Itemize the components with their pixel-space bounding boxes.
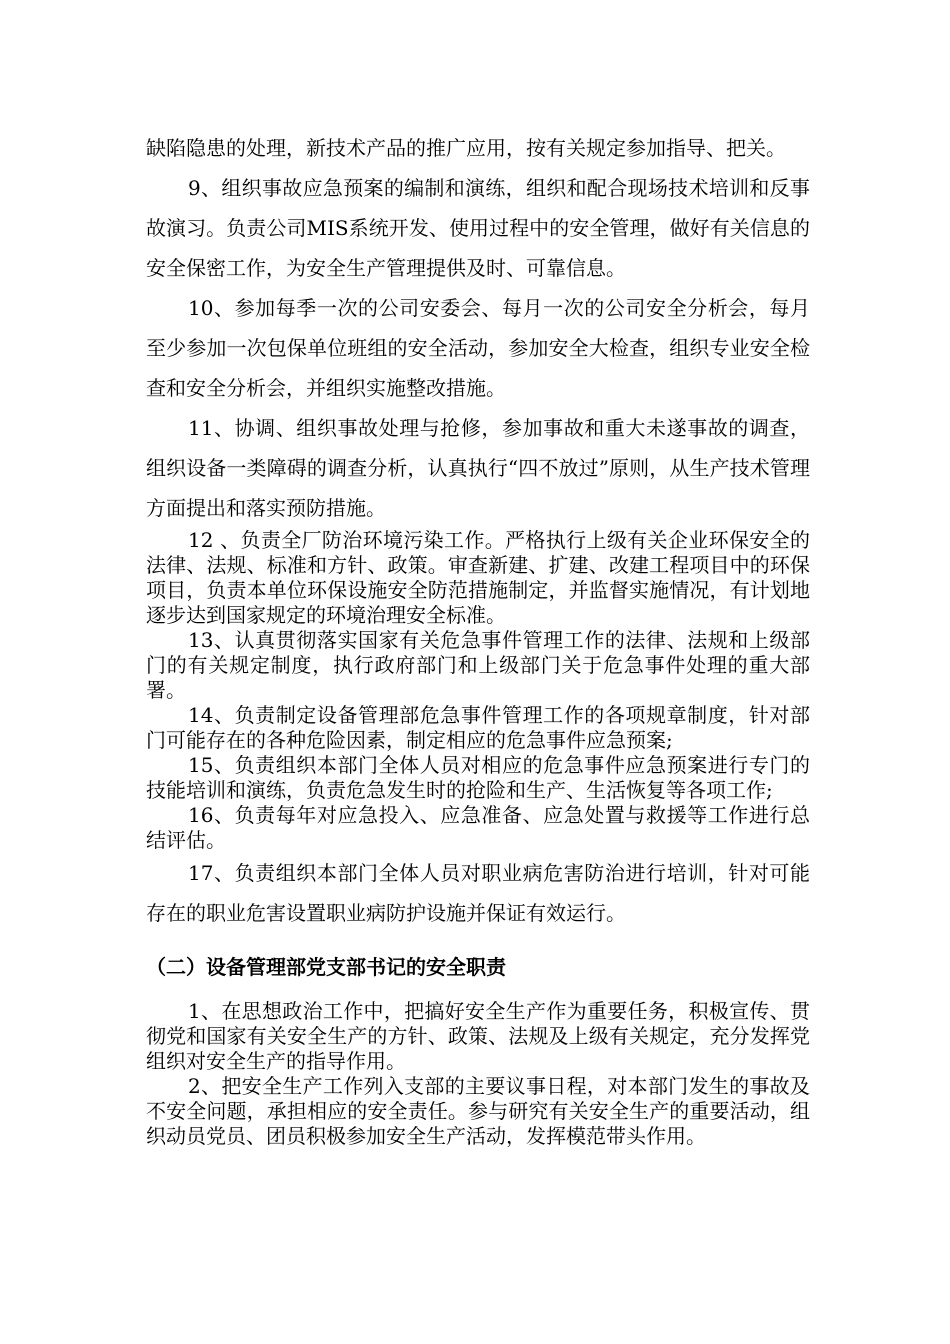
paragraph-secretary-1: 1、在思想政治工作中，把搞好安全生产作为重要任务，积极宣传、贯彻党和国家有关安全生产的方针、政策、法规及上级有关规定，充分发挥党组织对安全生产的指导作用。 [146,999,810,1073]
paragraph-item-10: 10、参加每季一次的公司安委会、每月一次的公司安全分析会，每月至少参加一次包保单位班组的安全活动，参加安全大检查，组织专业安全检查和安全分析会，并组织实施整改措施。 [146,296,810,400]
paragraph-item-11: 11、协调、组织事故处理与抢修，参加事故和重大未遂事故的调查，组织设备一类障碍的调查分析，认真执行“四不放过”原则，从生产技术管理方面提出和落实预防措施。 [146,416,810,520]
paragraph-item-17: 17、负责组织本部门全体人员对职业病危害防治进行培训，针对可能存在的职业危害设置职业病防护设施并保证有效运行。 [146,861,810,925]
document-page [146,128,810,1149]
paragraph-item-12: 12 、负责全厂防治环境污染工作。严格执行上级有关企业环保安全的法律、法规、标准和方针、政策。审查新建、扩建、改建工程项目中的环保项目，负责本单位环保设施安全防范措施制定，并监督实施情况，有计划地逐步达到国家规定的环境治理安全标准。 [146,528,810,627]
section-heading: （二）设备管理部党支部书记的安全职责 [146,955,506,979]
paragraph-item-16: 16、负责每年对应急投入、应急准备、应急处置与救援等工作进行总结评估。 [146,803,810,852]
paragraph-item-15: 15、负责组织本部门全体人员对相应的危急事件应急预案进行专门的技能培训和演练，负责危急发生时的抢险和生产、生活恢复等各项工作; [146,753,810,802]
paragraph-secretary-2: 2、把安全生产工作列入支部的主要议事日程，对本部门发生的事故及不安全问题，承担相应的安全责任。参与研究有关安全生产的重要活动，组织动员党员、团员积极参加安全生产活动，发挥模范带头作用。 [146,1074,810,1148]
paragraph-continuation: 缺陷隐患的处理，新技术产品的推广应用，按有关规定参加指导、把关。 [146,136,786,160]
paragraph-item-9: 9、组织事故应急预案的编制和演练，组织和配合现场技术培训和反事故演习。负责公司MIS系统开发、使用过程中的安全管理，做好有关信息的安全保密工作，为安全生产管理提供及时、可靠信息。 [146,176,810,280]
paragraph-item-14: 14、负责制定设备管理部危急事件管理工作的各项规章制度，针对部门可能存在的各种危险因素，制定相应的危急事件应急预案; [146,703,810,752]
paragraph-item-13: 13、认真贯彻落实国家有关危急事件管理工作的法律、法规和上级部门的有关规定制度，执行政府部门和上级部门关于危急事件处理的重大部署。 [146,628,810,702]
